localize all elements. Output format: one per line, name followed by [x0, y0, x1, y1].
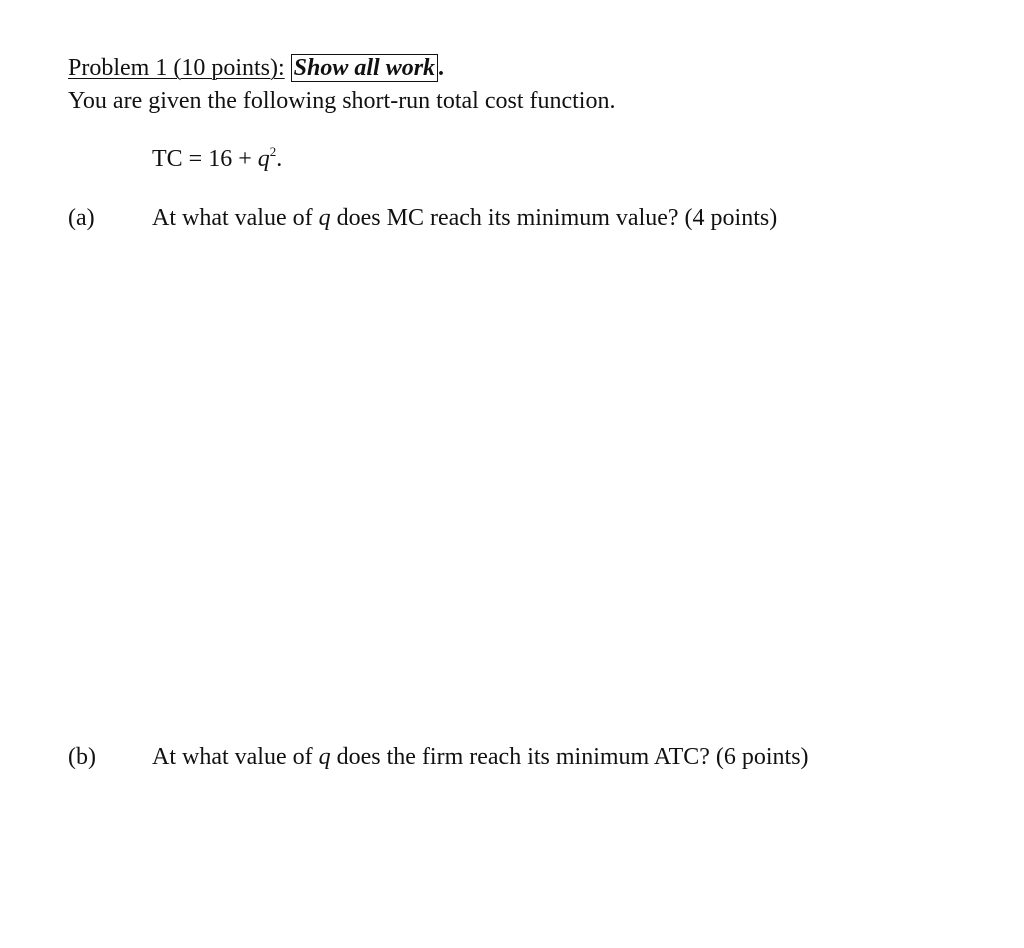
- equation-lhs: TC = 16 +: [152, 146, 258, 172]
- problem-intro: You are given the following short-run total cost function.: [68, 88, 616, 114]
- part-b-label: (b): [68, 744, 96, 770]
- instruction-period: .: [438, 55, 445, 81]
- part-b-text-before: At what value of: [152, 744, 319, 770]
- equation-end: .: [276, 146, 283, 172]
- part-a-label: (a): [68, 205, 95, 231]
- part-a-text-after: does MC reach its minimum value? (4 points): [330, 205, 778, 231]
- problem-title: [68, 53, 444, 83]
- problem-heading: Problem 1 (10 points):: [68, 55, 285, 81]
- equation-exponent: 2: [269, 144, 277, 159]
- part-a-text-before: At what value of: [152, 205, 319, 231]
- part-b-text-after: does the firm reach its minimum ATC? (6 points): [330, 744, 809, 770]
- part-b-question: [152, 742, 809, 772]
- part-a-variable: q: [318, 205, 331, 231]
- instruction-box: Show all work: [291, 54, 438, 82]
- equation-variable: q: [257, 146, 270, 172]
- cost-function-equation: [152, 144, 282, 174]
- part-b-variable: q: [318, 744, 331, 770]
- part-a-question: [152, 203, 777, 233]
